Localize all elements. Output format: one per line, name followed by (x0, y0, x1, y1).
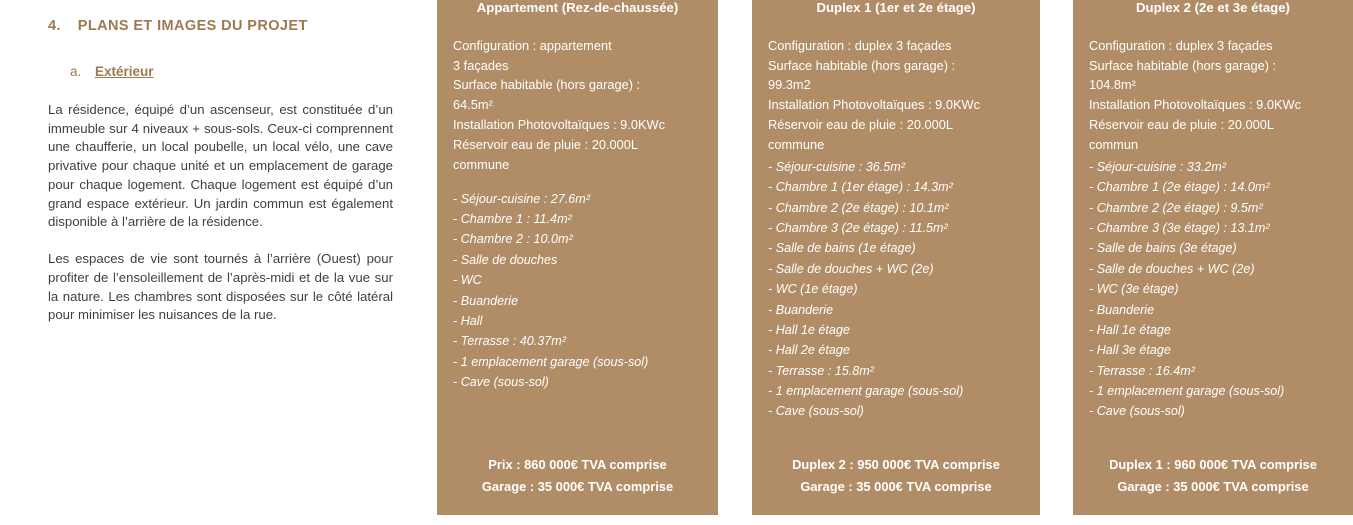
config-line: Surface habitable (hors garage) : (453, 77, 641, 93)
card-prices (1089, 454, 1337, 497)
config-line: Surface habitable (hors garage) : (1089, 57, 1277, 73)
config-line: Surface habitable (hors garage) : (768, 57, 956, 73)
card-configuration (453, 36, 702, 175)
room-item: - Hall 1e étage (1089, 322, 1171, 337)
room-item: - Buanderie (768, 302, 834, 317)
card-configuration (1089, 36, 1337, 155)
room-item: - Séjour-cuisine : 33.2m² (1089, 159, 1226, 174)
paragraph-exterieur-1: La résidence, équipé d’un ascenseur, est constituée d’un immeuble sur 4 niveaux + sous-sols. Ceux-ci comprennent une chaufferie, un local poubelle, un local vélo, une cave privative pour chaque unité et un emplacement de garage pour chaque logement. Chaque logement est équipé d’un grand espace extérieur. Un jardin commun est également disponible à l’arrière de la résidence. (48, 102, 393, 230)
room-item: - Cave (sous-sol) (453, 375, 549, 390)
card-prices (768, 454, 1024, 497)
card-configuration (768, 36, 1024, 155)
card-title: Appartement (Rez-de-chaussée) (476, 0, 679, 15)
room-item: - Cave (sous-sol) (1089, 404, 1185, 419)
card-title: Duplex 2 (2e et 3e étage) (1136, 0, 1290, 15)
room-item: - Salle de bains (3e étage) (1089, 241, 1237, 256)
unit-card-duplex-2 (1073, 0, 1353, 515)
config-line: Réservoir eau de pluie : 20.000L (768, 117, 953, 133)
room-item: - Chambre 2 : 10.0m² (453, 232, 573, 247)
room-item: - Chambre 2 (2e étage) : 9.5m² (1089, 200, 1263, 215)
card-room-list (1089, 157, 1337, 422)
room-item: - Buanderie (453, 293, 519, 308)
room-item: - Buanderie (1089, 302, 1155, 317)
config-line: 64.5m² (453, 97, 493, 113)
config-line: 104.8m² (1089, 77, 1136, 93)
room-item: - Terrasse : 15.8m² (768, 363, 874, 378)
room-item: - Chambre 2 (2e étage) : 10.1m² (768, 200, 949, 215)
config-line: Installation Photovoltaïques : 9.0KWc (1089, 97, 1301, 113)
room-item: - Terrasse : 16.4m² (1089, 363, 1195, 378)
config-line: Configuration : appartement (453, 37, 612, 53)
room-item: - Chambre 1 (1er étage) : 14.3m² (768, 180, 953, 195)
config-line: 3 façades (453, 57, 509, 73)
section-number: 4. (48, 18, 61, 34)
price-garage: Garage : 35 000€ TVA comprise (1117, 478, 1309, 494)
unit-card-appartement (437, 0, 718, 515)
paragraph-exterieur-2: Les espaces de vie sont tournés à l’arrière (Ouest) pour profiter de l’ensoleillement de l’après-midi et de la vue sur la nature. Les chambres sont disposées sur le côté latéral pour minimiser les nuisances de la rue. (48, 251, 393, 323)
subsection-label: Extérieur (95, 64, 154, 79)
room-item: - Chambre 1 : 11.4m² (453, 211, 572, 226)
room-item: - Hall (453, 313, 483, 328)
config-line: Installation Photovoltaïques : 9.0KWc (453, 117, 665, 133)
room-item: - Séjour-cuisine : 27.6m² (453, 191, 590, 206)
room-item: - Hall 1e étage (768, 322, 850, 337)
price-garage: Garage : 35 000€ TVA comprise (481, 478, 674, 494)
unit-card-duplex-1 (752, 0, 1040, 515)
subsection-heading (70, 64, 393, 79)
price-main: Duplex 1 : 960 000€ TVA comprise (1109, 457, 1317, 473)
room-item: - Salle de douches + WC (2e) (768, 261, 934, 276)
card-prices (453, 454, 702, 497)
config-line: commune (453, 156, 510, 172)
room-item: - Terrasse : 40.37m² (453, 334, 566, 349)
left-text-column (48, 0, 393, 338)
config-line: Configuration : duplex 3 façades (768, 37, 952, 53)
card-title: Duplex 1 (1er et 2e étage) (816, 0, 976, 15)
room-item: - 1 emplacement garage (sous-sol) (453, 354, 649, 369)
config-line: Réservoir eau de pluie : 20.000L (1089, 117, 1274, 133)
room-item: - 1 emplacement garage (sous-sol) (1089, 384, 1285, 399)
config-line: Réservoir eau de pluie : 20.000L (453, 136, 638, 152)
config-line: commun (1089, 136, 1139, 152)
config-line: commune (768, 136, 825, 152)
room-item: - Salle de douches (453, 252, 558, 267)
room-item: - 1 emplacement garage (sous-sol) (768, 384, 964, 399)
config-line: Configuration : duplex 3 façades (1089, 37, 1273, 53)
section-title-text: PLANS ET IMAGES DU PROJET (77, 18, 308, 34)
room-item: - Chambre 3 (2e étage) : 11.5m² (768, 220, 948, 235)
card-room-list (453, 189, 702, 393)
room-item: - Chambre 1 (2e étage) : 14.0m² (1089, 180, 1270, 195)
price-main: Prix : 860 000€ TVA comprise (488, 457, 667, 473)
config-line: 99.3m2 (768, 77, 811, 93)
room-item: - Séjour-cuisine : 36.5m² (768, 159, 905, 174)
config-line: Installation Photovoltaïques : 9.0KWc (768, 97, 980, 113)
room-item: - Salle de douches + WC (2e) (1089, 261, 1255, 276)
room-item: - Cave (sous-sol) (768, 404, 864, 419)
room-item: - Chambre 3 (3e étage) : 13.1m² (1089, 220, 1270, 235)
subsection-marker: a. (70, 64, 82, 79)
room-item: - WC (453, 273, 482, 288)
room-item: - WC (3e étage) (1089, 282, 1179, 297)
room-item: - Hall 3e étage (1089, 343, 1171, 358)
room-item: - Hall 2e étage (768, 343, 850, 358)
page-title (48, 18, 393, 34)
room-item: - WC (1e étage) (768, 282, 858, 297)
card-room-list (768, 157, 1024, 422)
price-garage: Garage : 35 000€ TVA comprise (800, 478, 992, 494)
room-item: - Salle de bains (1e étage) (768, 241, 916, 256)
price-main: Duplex 2 : 950 000€ TVA comprise (792, 457, 1000, 473)
